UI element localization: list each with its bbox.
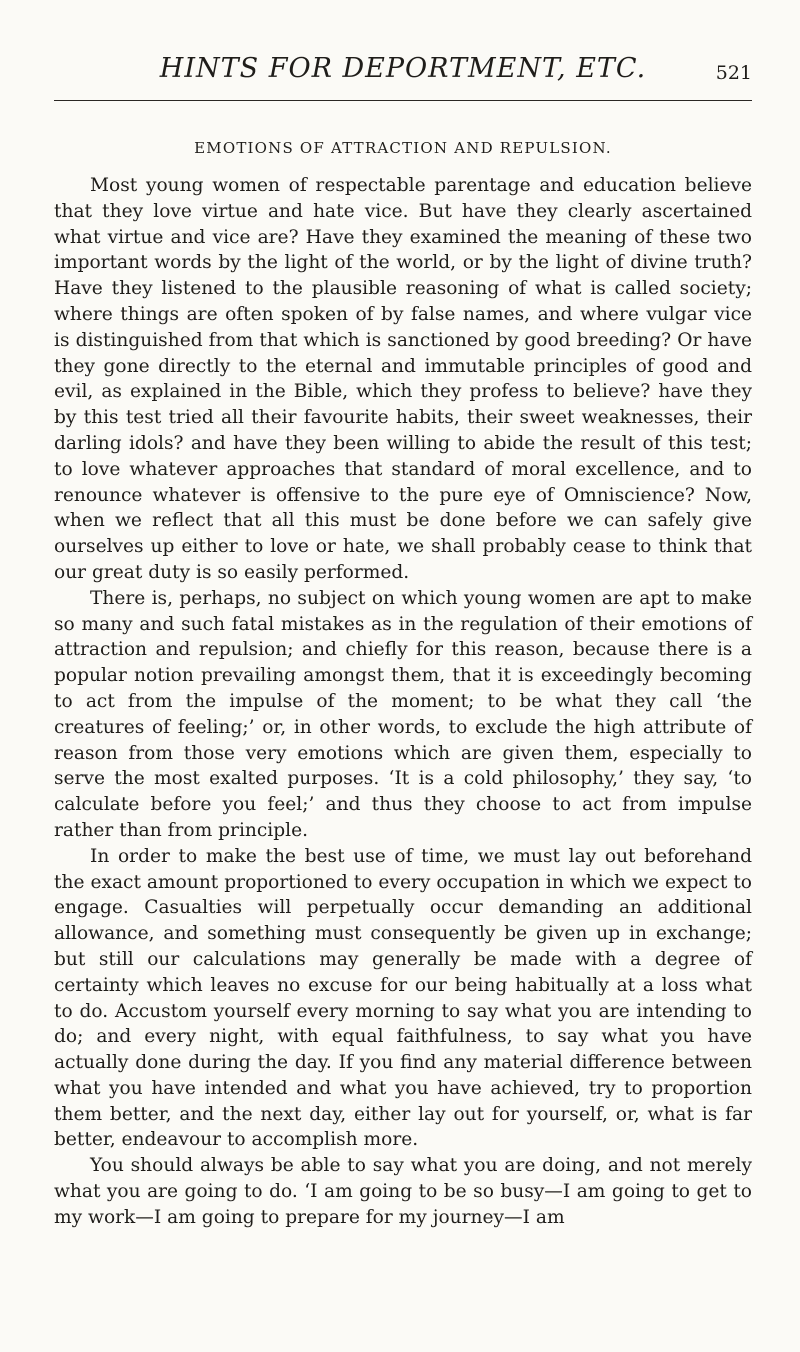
running-title: HINTS FOR DEPORTMENT, ETC. (159, 53, 647, 84)
paragraph-1: Most young women of respectable parentage and education believe that they love virtue and hate vice. But have they clearly ascertained what virtue and vice are? Have they examined the meaning of these two important words by the light of the world, or by the light of divine truth? Have they listened to the plausible reasoning of what is called society; where things are often spoken of by false names, and where vulgar vice is distinguished from that which is sanctioned by good breeding? Or have they gone directly to the eternal and immutable principles of good and evil, as explained in the Bible, which they profess to believe? have they by this test tried all their favourite habits, their sweet weaknesses, their darling idols? and have they been willing to abide the result of this test; to love whatever approaches that standard of moral excellence, and to renounce whatever is offensive to the pure eye of Omniscience? Now, when we reflect that all this must be done before we can safely give ourselves up either to love or hate, we shall probably cease to think that our great duty is so easily performed. (54, 175, 752, 583)
header-rule (54, 100, 752, 101)
section-heading: EMOTIONS OF ATTRACTION AND REPULSION. (194, 139, 612, 157)
paragraph-2: There is, perhaps, no subject on which young women are apt to make so many and such fatal mistakes as in the regulation of their emotions of attraction and repulsion; and chiefly for this reason, because there is a popular notion prevailing amongst them, that it is exceedingly becoming to act from the impulse of the moment; to be what they call ‘the creatures of feeling;’ or, in other words, to exclude the high attribute of reason from those very emotions which are given them, especially to serve the most exalted purposes. ‘It is a cold philosophy,’ they say, ‘to calculate before you feel;’ and thus they choose to act from impulse rather than from principle. (54, 587, 752, 841)
paragraph-3: In order to make the best use of time, we must lay out beforehand the exact amount proportioned to every occupation in which we expect to engage. Casualties will perpetually occur demanding an additional allowance, and something must consequently be given up in exchange; but still our calculations may generally be made with a degree of certainty which leaves no excuse for our being habitually at a loss what to do. Accustom yourself every morning to say what you are intending to do; and every night, with equal faithfulness, to say what you have actually done during the day. If you find any material difference between what you have intended and what you have achieved, try to proportion them better, and the next day, either lay out for yourself, or, what is far better, endeavour to accomplish more. (54, 845, 752, 1151)
paragraph-4: You should always be able to say what you are doing, and not merely what you are going to do. ‘I am going to be so busy—I am going to get to my work—I am going to prepare for my journey—I am (54, 1155, 752, 1228)
running-head (54, 52, 752, 92)
page-number: 521 (715, 62, 752, 84)
